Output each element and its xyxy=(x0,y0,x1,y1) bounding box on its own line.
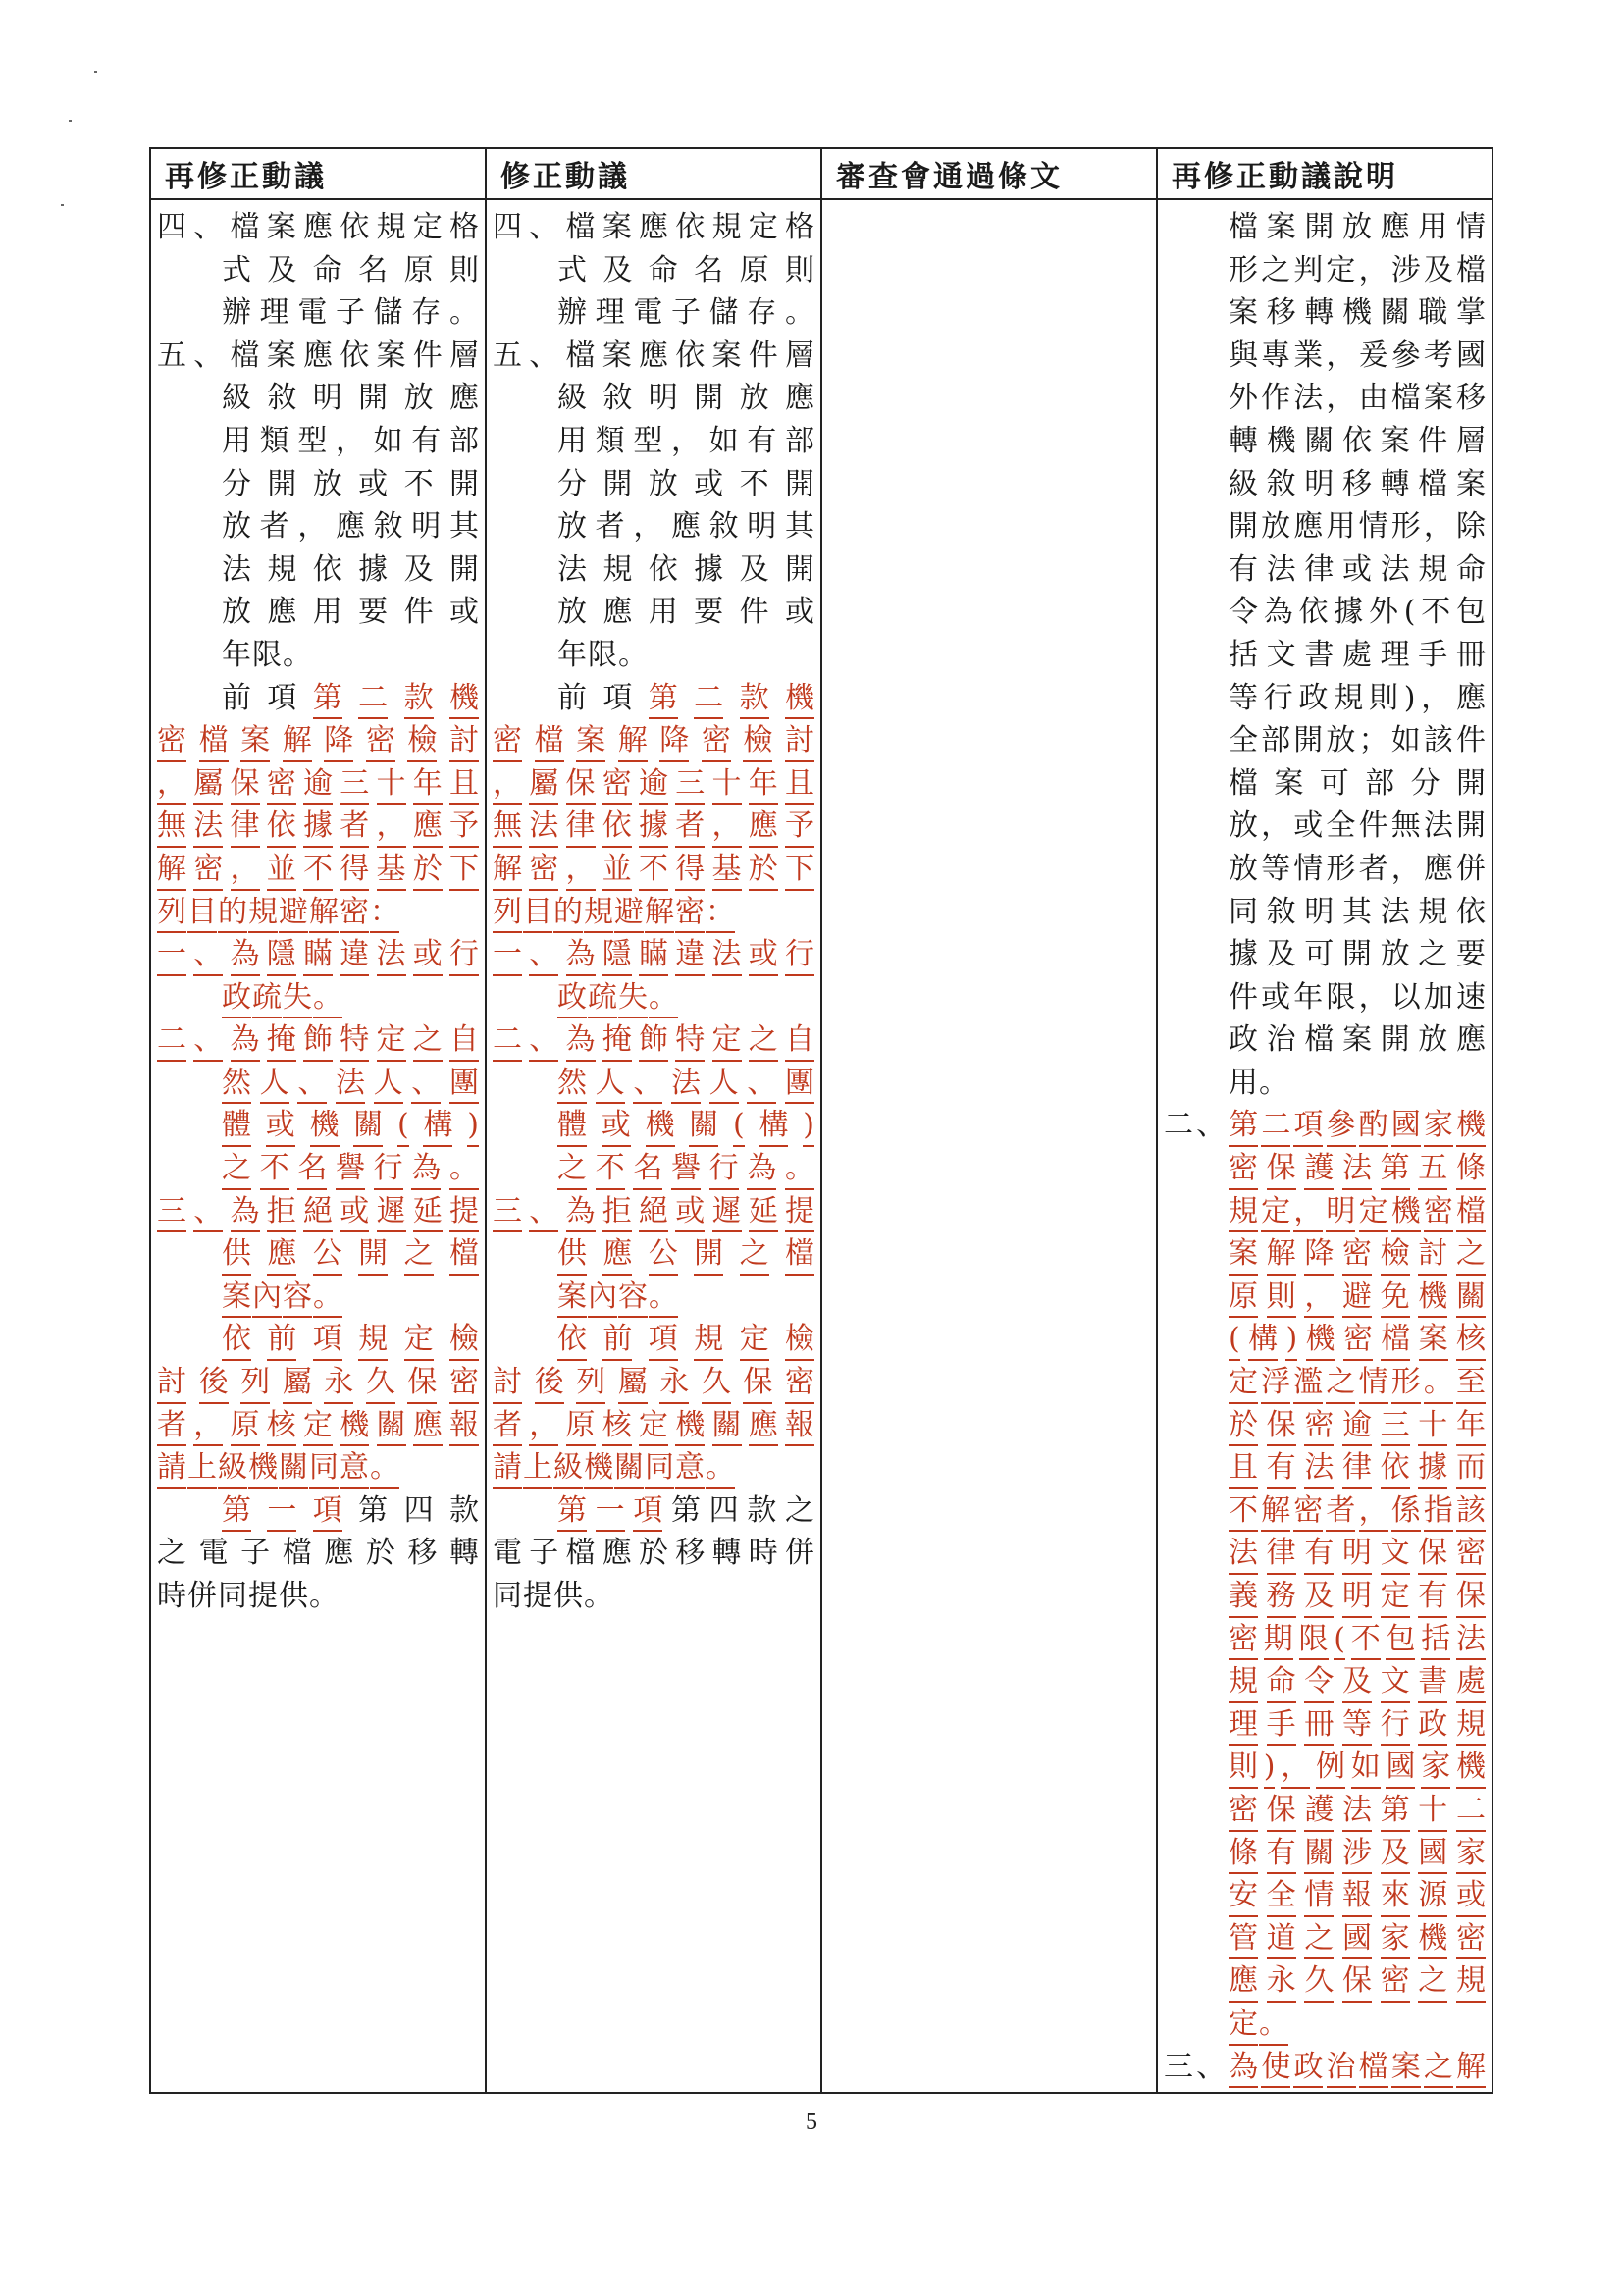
col-committee-passed-lines xyxy=(822,200,1156,206)
text-line: 放 等 情 形 者 ， 應 併 xyxy=(1229,851,1486,886)
text-line: 請 上 級 機 關 同 意 。 xyxy=(157,1446,479,1489)
text-line: 案 解 降 密 檢 討 之 xyxy=(1164,1232,1486,1276)
text-line: 五 、 檔 案 應 依 案 件 層 xyxy=(157,338,479,373)
text-line: 檔 案 開 放 應 用 情 xyxy=(1229,210,1486,244)
col-re-amendment-explanation xyxy=(1157,199,1492,2093)
text-line: 依 前 項 規 定 檢 xyxy=(493,1318,814,1361)
scan-speck xyxy=(61,204,64,206)
text-line: 原 則 ， 避 免 機 關 xyxy=(1164,1276,1486,1319)
text-line: 二 、 為 掩 飾 特 定 之 自 xyxy=(157,1018,479,1062)
text-line: 安 全 情 報 來 源 或 xyxy=(1164,1874,1486,1917)
text-line: 開 放 應 用 情 形 ， 除 xyxy=(1229,509,1486,545)
comparison-table xyxy=(149,147,1493,2094)
text-line: 案 內 容 。 xyxy=(157,1276,479,1319)
text-line: 請 上 級 機 關 同 意 。 xyxy=(493,1446,814,1489)
text-line: 二 、 第 二 項 參 酌 國 家 機 xyxy=(1164,1104,1486,1147)
text-line: 括 文 書 處 理 手 冊 xyxy=(1229,637,1486,672)
text-line: 義 務 及 明 定 有 保 xyxy=(1164,1575,1486,1618)
text-line: 管 道 之 國 家 機 密 xyxy=(1164,1917,1486,1960)
text-line: 分 開 放 或 不 開 xyxy=(222,466,479,501)
header-committee-passed-text: 審查會通過條文 xyxy=(821,148,1157,199)
text-line: 體 或 機 關 ( 構 ) xyxy=(157,1104,479,1147)
header-re-amendment: 再修正動議 xyxy=(150,148,486,199)
text-line: 理 手 冊 等 行 政 規 xyxy=(1164,1703,1486,1747)
text-line: 有 法 律 或 法 規 命 xyxy=(1229,551,1486,587)
text-line: 然 人 、 法 人 、 團 xyxy=(157,1062,479,1105)
text-line: 放 ， 或 全 件 無 法 開 xyxy=(1229,809,1486,844)
text-line: 級 敘 明 移 轉 檔 案 xyxy=(1229,466,1486,501)
text-line: 二 、 為 掩 飾 特 定 之 自 xyxy=(493,1018,814,1062)
text-line: 四 、 檔 案 應 依 規 定 格 xyxy=(157,210,479,244)
text-line: 檔 案 可 部 分 開 xyxy=(1229,765,1486,801)
text-line: 無 法 律 依 據 者 ， 應 予 xyxy=(157,805,479,848)
text-line: 年 限 。 xyxy=(557,637,648,672)
table-header-row xyxy=(150,148,1492,199)
col-explanation-lines xyxy=(1158,200,1492,2088)
col-re-amendment xyxy=(150,199,486,2093)
text-line: 轉 機 關 依 案 件 層 xyxy=(1229,423,1486,458)
text-line: ( 構 ) 機 密 檔 案 核 xyxy=(1164,1318,1486,1361)
text-line: 五 、 檔 案 應 依 案 件 層 xyxy=(493,338,814,373)
text-line: 體 或 機 關 ( 構 ) xyxy=(493,1104,814,1147)
text-line: 密 期 限 ( 不 包 括 法 xyxy=(1164,1618,1486,1661)
text-line: 用 。 xyxy=(1229,1065,1288,1100)
text-line: 辦 理 電 子 儲 存 。 xyxy=(557,295,814,331)
text-line: 政 疏 失 。 xyxy=(493,976,814,1019)
text-line: 前 項 第 二 款 機 xyxy=(157,677,479,720)
text-line: 於 保 密 逾 三 十 年 xyxy=(1164,1404,1486,1447)
text-line: 條 有 關 涉 及 國 家 xyxy=(1164,1832,1486,1875)
text-line: 級 敘 明 開 放 應 xyxy=(557,381,814,416)
text-line: 無 法 律 依 據 者 ， 應 予 xyxy=(493,805,814,848)
text-line: 討 後 列 屬 永 久 保 密 xyxy=(157,1361,479,1404)
text-line: 據 及 可 開 放 之 要 xyxy=(1229,937,1486,972)
text-line: 討 後 列 屬 永 久 保 密 xyxy=(493,1361,814,1404)
text-line: 式 及 命 名 原 則 xyxy=(557,252,814,287)
text-line: 密 檔 案 解 降 密 檢 討 xyxy=(157,719,479,762)
text-line: 三 、 為 拒 絕 或 遲 延 提 xyxy=(493,1190,814,1233)
text-line: 令 為 依 據 外 ( 不 包 xyxy=(1229,595,1486,630)
text-line: 前 項 第 二 款 機 xyxy=(493,677,814,720)
text-line: 放 者 ， 應 敘 明 其 xyxy=(222,509,479,545)
text-line: 三 、 為 拒 絕 或 遲 延 提 xyxy=(157,1190,479,1233)
text-line: 依 前 項 規 定 檢 xyxy=(157,1318,479,1361)
text-line: 定 浮 濫 之 情 形 。 至 xyxy=(1164,1361,1486,1404)
text-line: 然 人 、 法 人 、 團 xyxy=(493,1062,814,1105)
text-line: 法 律 有 明 文 保 密 xyxy=(1164,1532,1486,1575)
page-number: 5 xyxy=(806,2110,817,2135)
text-line: 年 限 。 xyxy=(222,637,312,672)
text-line: 形 之 判 定 ， 涉 及 檔 xyxy=(1229,252,1486,287)
text-line: 法 規 依 據 及 開 xyxy=(557,551,814,587)
text-line: 同 敘 明 其 法 規 依 xyxy=(1229,894,1486,929)
scan-speck xyxy=(69,120,72,122)
text-line: 全 部 開 放 ； 如 該 件 xyxy=(1229,723,1486,758)
text-line: 法 規 依 據 及 開 xyxy=(222,551,479,587)
text-line: 列 目 的 規 避 解 密 ： xyxy=(493,891,814,934)
text-line: 密 保 護 法 第 五 條 xyxy=(1164,1147,1486,1190)
text-line: 解 密 ， 並 不 得 基 於 下 xyxy=(493,848,814,891)
text-line: 放 者 ， 應 敘 明 其 xyxy=(557,509,814,545)
text-line: 應 永 久 保 密 之 規 xyxy=(1164,1959,1486,2003)
text-line: 電 子 檔 應 於 移 轉 時 併 xyxy=(493,1536,814,1571)
comparison-table-sheet xyxy=(149,147,1492,2094)
text-line: 第 一 項 第 四 款 之 xyxy=(493,1489,814,1533)
header-re-amendment-explanation: 再修正動議說明 xyxy=(1157,148,1492,199)
text-line: 且 有 法 律 依 據 而 xyxy=(1164,1446,1486,1489)
header-amendment: 修正動議 xyxy=(486,148,821,199)
table-body-row xyxy=(150,199,1492,2093)
text-line: 政 疏 失 。 xyxy=(157,976,479,1019)
text-line: 等 行 政 規 則 ) ， 應 xyxy=(1229,680,1486,715)
text-line: 不 解 密 者 ， 係 指 該 xyxy=(1164,1489,1486,1533)
text-line: 三 、 為 使 政 治 檔 案 之 解 xyxy=(1164,2046,1486,2089)
text-line: 案 內 容 。 xyxy=(493,1276,814,1319)
text-line: 用 類 型 ， 如 有 部 xyxy=(557,423,814,458)
text-line: 一 、 為 隱 瞞 違 法 或 行 xyxy=(157,933,479,976)
text-line: 規 定 ， 明 定 機 密 檔 xyxy=(1164,1190,1486,1233)
text-line: 第 一 項 第 四 款 xyxy=(157,1489,479,1533)
scan-speck xyxy=(94,71,97,73)
text-line: 級 敘 明 開 放 應 xyxy=(222,381,479,416)
text-line: 政 治 檔 案 開 放 應 xyxy=(1229,1022,1486,1058)
text-line: 之 不 名 譽 行 為 。 xyxy=(157,1147,479,1190)
col-amendment xyxy=(486,199,821,2093)
text-line: 分 開 放 或 不 開 xyxy=(557,466,814,501)
text-line: ， 屬 保 密 逾 三 十 年 且 xyxy=(157,762,479,806)
text-line: 外 作 法 ， 由 檔 案 移 xyxy=(1229,381,1486,416)
text-line: 者 ， 原 核 定 機 關 應 報 xyxy=(157,1404,479,1447)
text-line: 一 、 為 隱 瞞 違 法 或 行 xyxy=(493,933,814,976)
text-line: 與 專 業 ， 爰 參 考 國 xyxy=(1229,338,1486,373)
text-line: 密 檔 案 解 降 密 檢 討 xyxy=(493,719,814,762)
text-line: 定 。 xyxy=(1164,2003,1486,2046)
text-line: 式 及 命 名 原 則 xyxy=(222,252,479,287)
text-line: 放 應 用 要 件 或 xyxy=(557,595,814,630)
text-line: 之 電 子 檔 應 於 移 轉 xyxy=(157,1536,479,1571)
col-re-amendment-lines xyxy=(151,200,485,1618)
text-line: 四 、 檔 案 應 依 規 定 格 xyxy=(493,210,814,244)
text-line: 解 密 ， 並 不 得 基 於 下 xyxy=(157,848,479,891)
text-line: 規 命 令 及 文 書 處 xyxy=(1164,1660,1486,1703)
text-line: 列 目 的 規 避 解 密 ： xyxy=(157,891,479,934)
text-line: 用 類 型 ， 如 有 部 xyxy=(222,423,479,458)
text-line: 時 併 同 提 供 。 xyxy=(157,1579,339,1613)
text-line: 則 ) ， 例 如 國 家 機 xyxy=(1164,1746,1486,1789)
text-line: 者 ， 原 核 定 機 關 應 報 xyxy=(493,1404,814,1447)
text-line: 同 提 供 。 xyxy=(493,1579,613,1613)
text-line: ， 屬 保 密 逾 三 十 年 且 xyxy=(493,762,814,806)
text-line: 供 應 公 開 之 檔 xyxy=(157,1232,479,1276)
text-line: 案 移 轉 機 關 職 掌 xyxy=(1229,295,1486,331)
col-amendment-lines xyxy=(487,200,820,1618)
text-line: 之 不 名 譽 行 為 。 xyxy=(493,1147,814,1190)
text-line: 辦 理 電 子 儲 存 。 xyxy=(222,295,479,331)
text-line: 件 或 年 限 ， 以 加 速 xyxy=(1229,979,1486,1015)
text-line: 放 應 用 要 件 或 xyxy=(222,595,479,630)
text-line: 供 應 公 開 之 檔 xyxy=(493,1232,814,1276)
text-line: 密 保 護 法 第 十 二 xyxy=(1164,1789,1486,1832)
col-committee-passed-text xyxy=(821,199,1157,2093)
